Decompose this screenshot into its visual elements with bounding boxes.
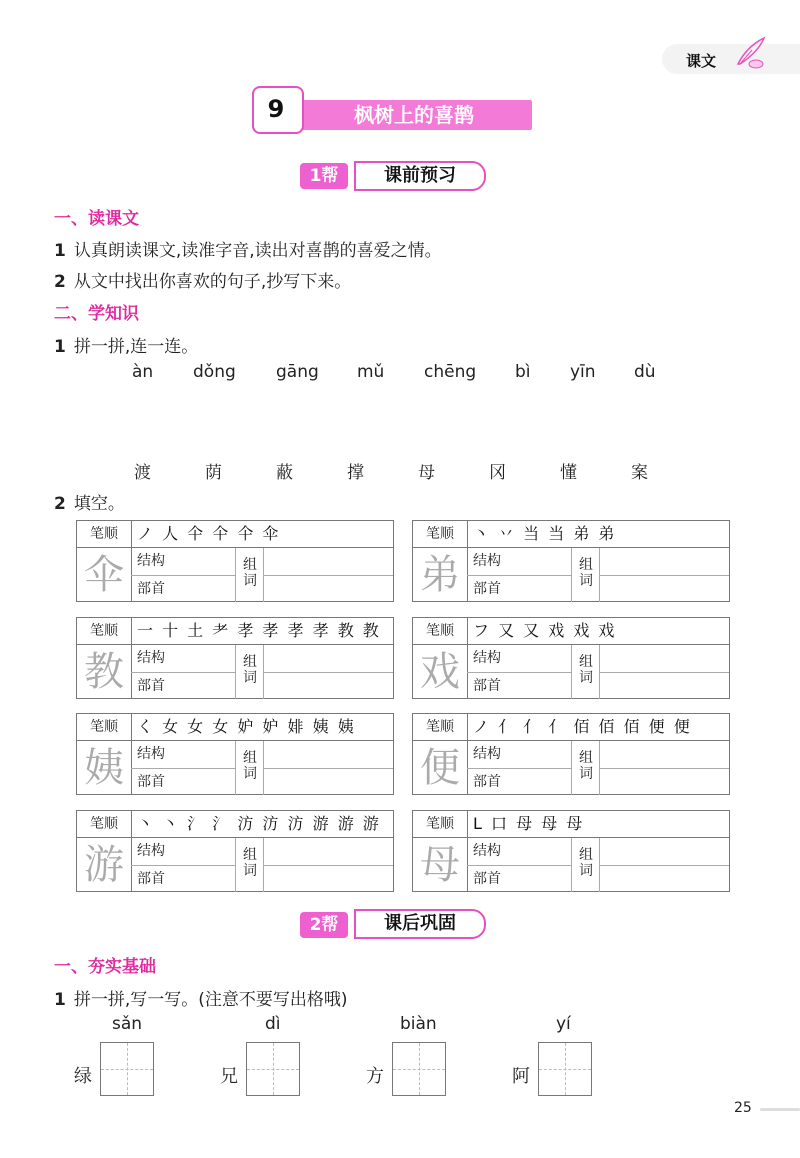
- model-character: 游: [77, 838, 132, 892]
- stroke-order-label: 笔顺: [413, 811, 468, 837]
- divider: [263, 768, 393, 769]
- divider: [235, 548, 236, 602]
- writing-grid[interactable]: [100, 1042, 154, 1096]
- word-label: [243, 847, 259, 879]
- stroke-table: [412, 713, 730, 795]
- radical-label: 部首: [137, 581, 165, 597]
- question-fill-blank: [54, 489, 125, 514]
- stroke-table: [76, 810, 394, 892]
- pinyin-item: bì: [515, 362, 531, 382]
- writing-grid[interactable]: [538, 1042, 592, 1096]
- stroke-table: [412, 520, 730, 602]
- section-tag-1: 1帮: [300, 163, 348, 189]
- item-1: [54, 236, 442, 261]
- heading-basics: 一、夯实基础: [54, 957, 156, 977]
- model-character: 伞: [77, 548, 132, 602]
- radical-label: 部首: [473, 581, 501, 597]
- divider: [571, 548, 572, 602]
- word-label-zu: 组: [243, 750, 257, 766]
- structure-label: 结构: [137, 746, 165, 762]
- page-number: 25: [734, 1100, 752, 1116]
- stroke-sequence: 丶 丷 当 当 弟 弟: [473, 524, 617, 543]
- stroke-table: [76, 617, 394, 699]
- stroke-table: [76, 713, 394, 795]
- question-number: 2: [54, 494, 66, 514]
- model-character: 姨: [77, 741, 132, 795]
- word-label-zu: 组: [579, 557, 593, 573]
- stroke-sequence: く 女 女 女 妒 妒 婔 姨 姨: [137, 717, 356, 736]
- stroke-sequence: ノ 人 仐 仐 仐 伞: [137, 524, 281, 543]
- heading-learn: 二、学知识: [54, 304, 139, 324]
- divider: [467, 575, 571, 576]
- grid-label: 阿: [512, 1066, 530, 1087]
- stroke-table: [412, 617, 730, 699]
- structure-label: 结构: [137, 553, 165, 569]
- word-label-ci: 词: [243, 766, 257, 782]
- structure-label: 结构: [137, 650, 165, 666]
- word-label-zu: 组: [579, 847, 593, 863]
- grid-label: 绿: [74, 1066, 92, 1087]
- radical-label: 部首: [137, 774, 165, 790]
- stroke-sequence: ノ 亻 亻 亻 佰 佰 佰 便 便: [473, 717, 692, 736]
- heading-read-text: 一、读课文: [54, 209, 139, 229]
- word-label-zu: 组: [243, 557, 257, 573]
- word-label-ci: 词: [579, 766, 593, 782]
- divider: [599, 575, 729, 576]
- question-number: 1: [54, 337, 66, 357]
- divider: [571, 645, 572, 699]
- word-label-ci: 词: [243, 573, 257, 589]
- stroke-table: [412, 810, 730, 892]
- stroke-sequence: L 口 母 母 母: [473, 814, 585, 833]
- lesson-number: 9: [267, 95, 285, 123]
- hanzi-item: 撑: [347, 463, 364, 483]
- grid-pinyin: sǎn: [112, 1014, 143, 1034]
- pinyin-item: yīn: [570, 362, 596, 382]
- chapter-tab-label: 课文: [686, 52, 717, 70]
- question-text: 拼一拼,连一连。: [73, 337, 199, 357]
- divider: [467, 768, 571, 769]
- item-number: 1: [54, 241, 66, 261]
- stroke-order-label: 笔顺: [413, 521, 468, 547]
- question-text: 拼一拼,写一写。(注意不要写出格哦): [73, 990, 348, 1010]
- word-label: [579, 750, 595, 782]
- divider: [131, 768, 235, 769]
- writing-grid[interactable]: [246, 1042, 300, 1096]
- divider: [235, 741, 236, 795]
- divider: [263, 865, 393, 866]
- radical-label: 部首: [473, 678, 501, 694]
- structure-label: 结构: [473, 553, 501, 569]
- section-title-1: 课前预习: [354, 161, 486, 191]
- word-label-ci: 词: [579, 670, 593, 686]
- structure-label: 结构: [473, 650, 501, 666]
- structure-label: 结构: [137, 843, 165, 859]
- pinyin-item: dù: [634, 362, 656, 382]
- divider: [263, 575, 393, 576]
- word-label: [579, 557, 595, 589]
- word-label-ci: 词: [579, 863, 593, 879]
- item-2: [54, 267, 351, 292]
- structure-label: 结构: [473, 746, 501, 762]
- item-text: 从文中找出你喜欢的句子,抄写下来。: [73, 272, 352, 292]
- stroke-order-label: 笔顺: [77, 714, 132, 740]
- stroke-order-label: 笔顺: [413, 714, 468, 740]
- divider: [599, 768, 729, 769]
- word-label: [243, 557, 259, 589]
- divider: [131, 575, 235, 576]
- model-character: 教: [77, 645, 132, 699]
- divider: [131, 672, 235, 673]
- stroke-order-label: 笔顺: [77, 811, 132, 837]
- radical-label: 部首: [473, 871, 501, 887]
- divider: [467, 672, 571, 673]
- stroke-order-label: 笔顺: [77, 618, 132, 644]
- radical-label: 部首: [473, 774, 501, 790]
- question-number: 1: [54, 990, 66, 1010]
- pinyin-item: mǔ: [357, 362, 385, 382]
- structure-label: 结构: [473, 843, 501, 859]
- divider: [599, 672, 729, 673]
- word-label: [579, 847, 595, 879]
- word-label-zu: 组: [579, 654, 593, 670]
- divider: [599, 865, 729, 866]
- word-label-zu: 组: [243, 654, 257, 670]
- word-label-ci: 词: [579, 573, 593, 589]
- hanzi-item: 母: [418, 463, 435, 483]
- divider: [235, 645, 236, 699]
- radical-label: 部首: [137, 678, 165, 694]
- writing-grid[interactable]: [392, 1042, 446, 1096]
- word-label: [579, 654, 595, 686]
- pinyin-item: chēng: [424, 362, 477, 382]
- pinyin-item: dǒng: [193, 362, 236, 382]
- divider: [263, 672, 393, 673]
- stroke-table: [76, 520, 394, 602]
- divider: [571, 838, 572, 892]
- word-label-ci: 词: [243, 670, 257, 686]
- section-title-2: 课后巩固: [354, 909, 486, 939]
- hanzi-item: 荫: [205, 463, 222, 483]
- model-character: 母: [413, 838, 468, 892]
- word-label-zu: 组: [579, 750, 593, 766]
- model-character: 便: [413, 741, 468, 795]
- pinyin-item: gāng: [276, 362, 319, 382]
- hanzi-item: 案: [631, 463, 648, 483]
- stroke-sequence: フ 又 又 戏 戏 戏: [473, 621, 617, 640]
- stroke-sequence: 丶 丶 氵 氵 汸 汸 汸 游 游 游: [137, 814, 381, 833]
- word-label-ci: 词: [243, 863, 257, 879]
- lesson-title: 枫树上的喜鹊: [354, 103, 474, 127]
- grid-pinyin: yí: [556, 1014, 571, 1034]
- hanzi-item: 冈: [489, 463, 506, 483]
- hanzi-item: 蔽: [276, 463, 293, 483]
- stroke-order-label: 笔顺: [413, 618, 468, 644]
- grid-label: 方: [366, 1066, 384, 1087]
- stroke-order-label: 笔顺: [77, 521, 132, 547]
- item-number: 2: [54, 272, 66, 292]
- radical-label: 部首: [137, 871, 165, 887]
- divider: [467, 865, 571, 866]
- question-write: [54, 985, 348, 1010]
- pinyin-item: àn: [132, 362, 154, 382]
- hanzi-item: 渡: [134, 463, 151, 483]
- section-tag-2: 2帮: [300, 912, 348, 938]
- question-pinyin-match: [54, 332, 198, 357]
- question-text: 填空。: [73, 494, 125, 514]
- grid-pinyin: biàn: [400, 1014, 437, 1034]
- word-label: [243, 750, 259, 782]
- item-text: 认真朗读课文,读准字音,读出对喜鹊的喜爱之情。: [73, 241, 442, 261]
- hanzi-item: 懂: [560, 463, 577, 483]
- word-label-zu: 组: [243, 847, 257, 863]
- stroke-sequence: 一 十 土 耂 孝 孝 孝 孝 教 教: [137, 621, 381, 640]
- model-character: 戏: [413, 645, 468, 699]
- model-character: 弟: [413, 548, 468, 602]
- page-number-rule: [760, 1108, 800, 1111]
- feather-pen-icon: [730, 36, 770, 70]
- divider: [131, 865, 235, 866]
- word-label: [243, 654, 259, 686]
- divider: [235, 838, 236, 892]
- divider: [571, 741, 572, 795]
- grid-pinyin: dì: [265, 1014, 281, 1034]
- grid-label: 兄: [220, 1066, 238, 1087]
